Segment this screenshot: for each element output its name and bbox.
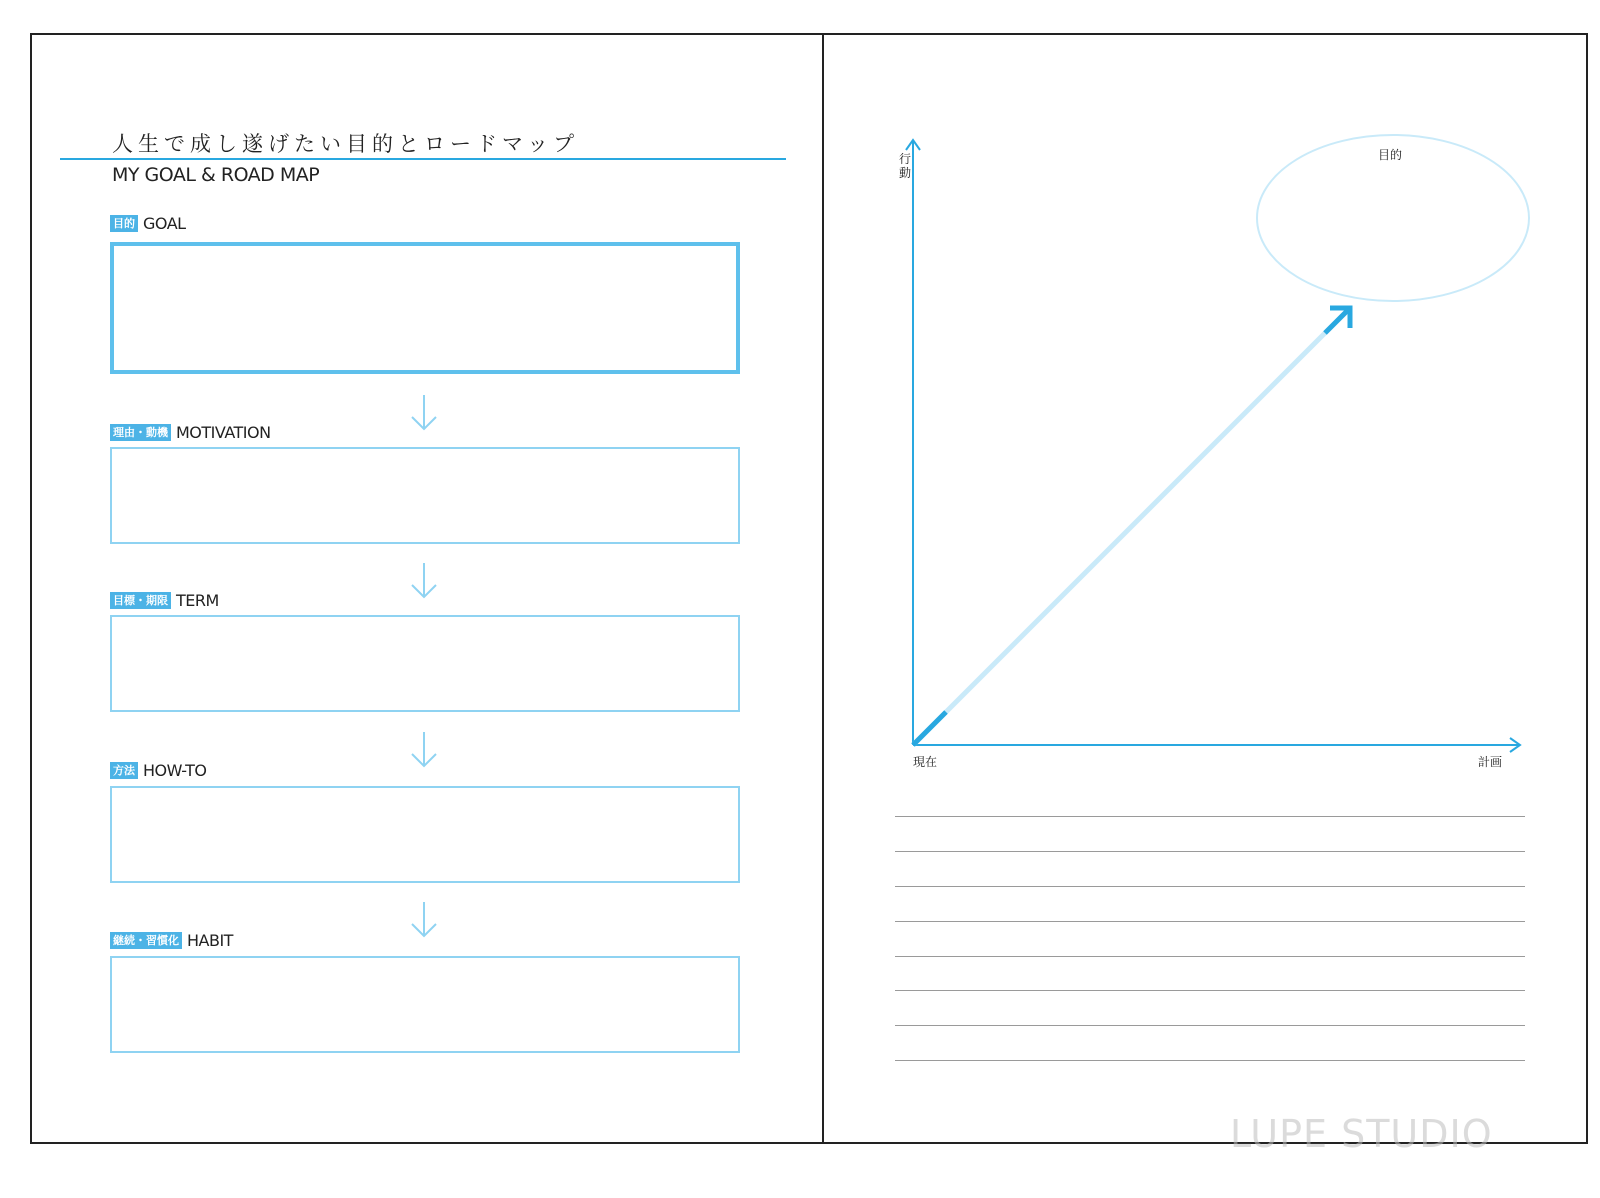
writing-line[interactable] xyxy=(895,956,1525,957)
progress-path xyxy=(913,308,1350,745)
section-label-how-to xyxy=(110,760,206,780)
progress-end-segment xyxy=(1325,308,1350,333)
page-title-jp: 人生で成し遂げたい目的とロードマップ xyxy=(112,132,580,156)
section-name: MOTIVATION xyxy=(176,422,271,442)
x-axis-label: 計画 xyxy=(1478,755,1503,769)
writing-line[interactable] xyxy=(895,921,1525,922)
y-axis-label: 行動 xyxy=(899,152,912,180)
section-label-habit xyxy=(110,930,233,950)
title-underline xyxy=(60,158,786,160)
road-map-diagram xyxy=(880,125,1540,785)
down-arrow-icon xyxy=(408,900,440,940)
page-divider xyxy=(822,33,824,1144)
section-name: HABIT xyxy=(187,930,233,950)
section-label-goal xyxy=(110,213,186,233)
writing-line[interactable] xyxy=(895,851,1525,852)
section-name: HOW-TO xyxy=(143,760,207,780)
goal-box[interactable] xyxy=(110,242,740,374)
down-arrow-icon xyxy=(408,561,440,601)
section-label-motivation xyxy=(110,422,271,442)
writing-line[interactable] xyxy=(895,1025,1525,1026)
writing-line[interactable] xyxy=(895,816,1525,817)
writing-line[interactable] xyxy=(895,886,1525,887)
term-box[interactable] xyxy=(110,615,740,712)
section-name: TERM xyxy=(176,590,219,610)
section-tag: 目的 xyxy=(110,215,138,232)
goal-label: 目的 xyxy=(1378,148,1403,162)
down-arrow-icon xyxy=(408,730,440,770)
down-arrow-icon xyxy=(408,393,440,433)
watermark-logo: LUPE STUDIO xyxy=(1230,1112,1493,1156)
section-tag: 継続・習慣化 xyxy=(110,932,182,949)
origin-label: 現在 xyxy=(913,755,938,769)
section-tag: 目標・期限 xyxy=(110,592,171,609)
writing-line[interactable] xyxy=(895,1060,1525,1061)
section-tag: 理由・動機 xyxy=(110,424,171,441)
writing-line[interactable] xyxy=(895,990,1525,991)
motivation-box[interactable] xyxy=(110,447,740,544)
how-to-box[interactable] xyxy=(110,786,740,883)
page-title-en: MY GOAL & ROAD MAP xyxy=(112,164,320,186)
section-tag: 方法 xyxy=(110,762,138,779)
section-label-term xyxy=(110,590,219,610)
progress-start-segment xyxy=(913,712,946,745)
habit-box[interactable] xyxy=(110,956,740,1053)
section-name: GOAL xyxy=(143,213,186,233)
